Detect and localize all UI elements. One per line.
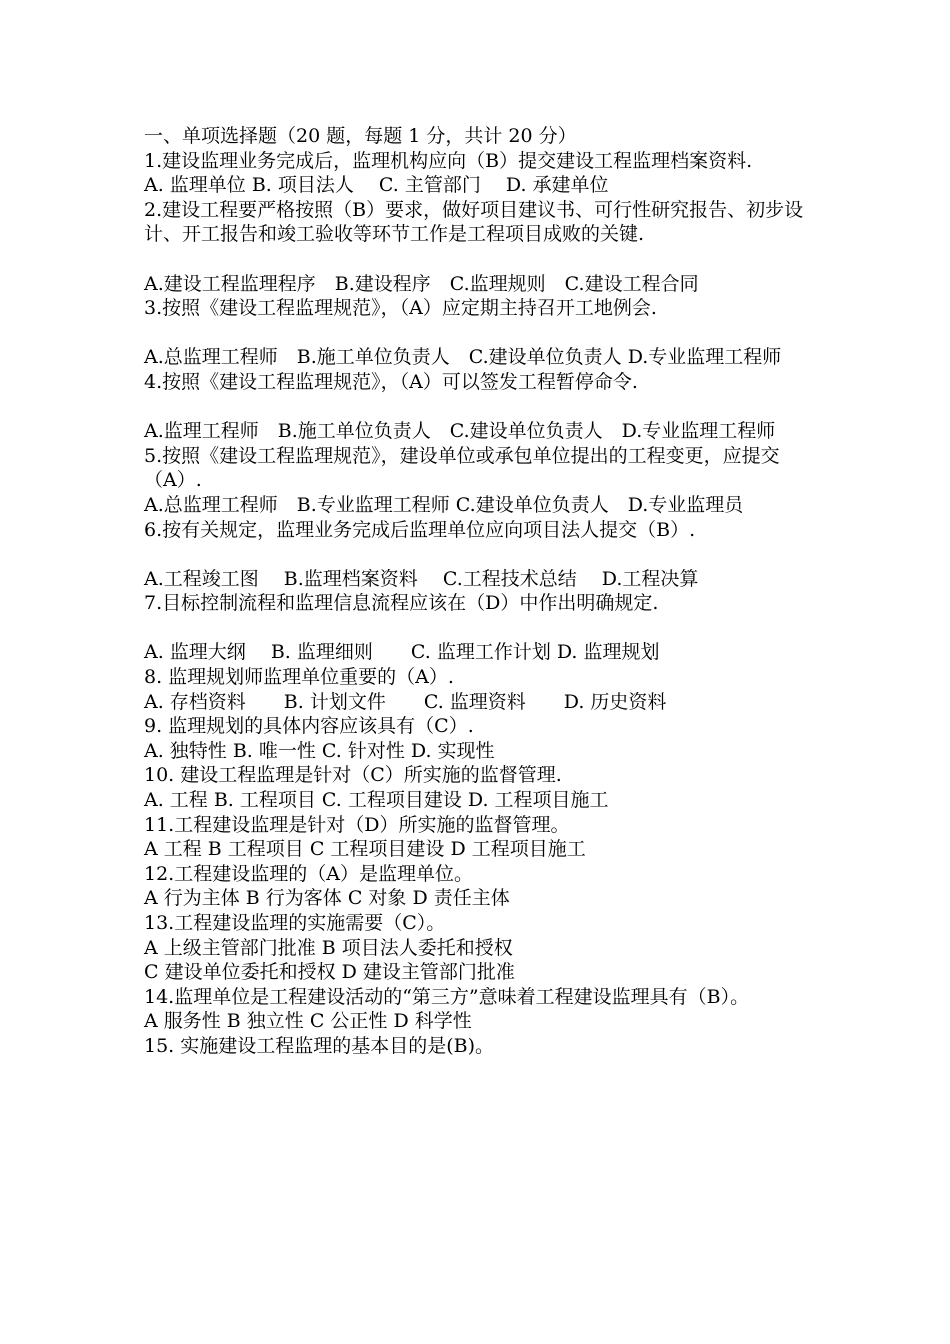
question-14: 14.监理单位是工程建设活动的“第三方”意味着工程建设监理具有（B）。 — [144, 985, 750, 1008]
question-12-options: A 行为主体 B 行为客体 C 对象 D 责任主体 — [144, 887, 510, 910]
blank-line — [144, 542, 814, 567]
question-11-options: A 工程 B 工程项目 C 工程项目建设 D 工程项目施工 — [144, 838, 586, 861]
question-2: 2.建设工程要严格按照（B）要求，做好项目建议书、可行性研究报告、初步设计、开工报告和竣工验收等环节工作是工程项目成败的关键. — [144, 198, 804, 246]
question-6-options: A.工程竣工图 B.监理档案资料 C.工程技术总结 D.工程决算 — [144, 567, 699, 590]
question-7-options: A. 监理大纲 B. 监理细则 C. 监理工作计划 D. 监理规划 — [144, 641, 660, 664]
question-11: 11.工程建设监理是针对（D）所实施的监督管理。 — [144, 813, 570, 836]
question-7: 7.目标控制流程和监理信息流程应该在（D）中作出明确规定. — [144, 592, 659, 615]
question-5: 5.按照《建设工程监理规范》，建设单位或承包单位提出的工程变更，应提交（A）. — [144, 444, 780, 492]
section-heading: 一、单项选择题（20 题，每题 1 分，共计 20 分） — [144, 125, 577, 147]
blank-line — [144, 247, 814, 272]
question-4-options: A.监理工程师 B.施工单位负责人 C.建设单位负责人 D.专业监理工程师 — [144, 420, 776, 443]
question-3-options: A.总监理工程师 B.施工单位负责人 C.建设单位负责人 D.专业监理工程师 — [144, 346, 782, 369]
question-3: 3.按照《建设工程监理规范》，（A）应定期主持召开工地例会. — [144, 297, 657, 320]
question-15: 15. 实施建设工程监理的基本目的是(B)。 — [144, 1034, 495, 1057]
question-4: 4.按照《建设工程监理规范》，（A）可以签发工程暂停命令. — [144, 370, 638, 393]
question-8: 8. 监理规划师监理单位重要的（A）. — [144, 666, 454, 689]
blank-line — [144, 616, 814, 641]
question-14-options: A 服务性 B 独立性 C 公正性 D 科学性 — [144, 1010, 472, 1033]
document-page — [144, 124, 814, 1059]
question-12: 12.工程建设监理的（A）是监理单位。 — [144, 862, 473, 885]
question-1: 1.建设监理业务完成后，监理机构应向（B）提交建设工程监理档案资料. — [144, 149, 753, 172]
question-2-options: A.建设工程监理程序 B.建设程序 C.监理规则 C.建设工程合同 — [144, 272, 699, 295]
blank-line — [144, 321, 814, 346]
question-10-options: A. 工程 B. 工程项目 C. 工程项目建设 D. 工程项目施工 — [144, 789, 609, 812]
question-13: 13.工程建设监理的实施需要（C）。 — [144, 912, 446, 934]
question-5-options: A.总监理工程师 B.专业监理工程师 C.建设单位负责人 D.专业监理员 — [144, 493, 744, 516]
question-8-options: A. 存档资料 B. 计划文件 C. 监理资料 D. 历史资料 — [144, 690, 667, 713]
blank-line — [144, 395, 814, 420]
question-13-options-c-d: C 建设单位委托和授权 D 建设主管部门批准 — [144, 961, 515, 984]
question-10: 10. 建设工程监理是针对（C）所实施的监督管理. — [144, 764, 562, 787]
question-13-options-a-b: A 上级主管部门批准 B 项目法人委托和授权 — [144, 936, 513, 959]
question-9: 9. 监理规划的具体内容应该具有（C）. — [144, 715, 474, 738]
question-1-options: A. 监理单位 B. 项目法人 C. 主管部门 D. 承建单位 — [144, 174, 609, 197]
question-9-options: A. 独特性 B. 唯一性 C. 针对性 D. 实现性 — [144, 739, 495, 762]
question-6: 6.按有关规定，监理业务完成后监理单位应向项目法人提交（B）. — [144, 518, 696, 541]
